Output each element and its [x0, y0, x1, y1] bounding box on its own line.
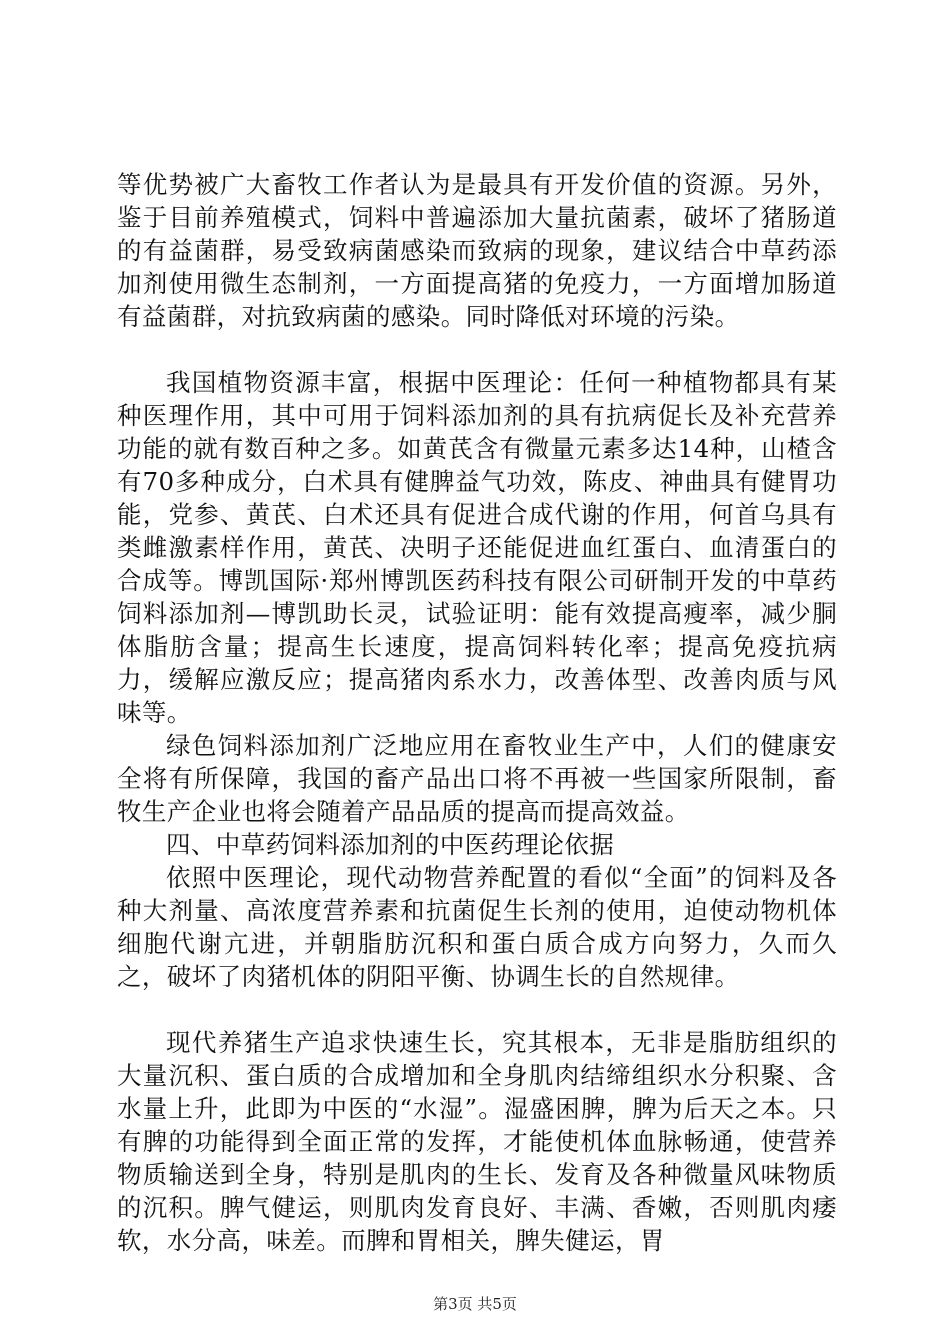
page-footer: 第3页 共5页	[433, 1295, 517, 1313]
paragraph-tcm-theory: 依照中医理论，现代动物营养配置的看似“全面”的饲料及各种大剂量、高浓度营养素和抗菌促生长剂的使用，迫使动物机体细胞代谢亢进，并朝脂肪沉积和蛋白质合成方向努力，久而久之，破坏了肉猪机体的阴阳平衡、协调生长的自然规律。	[117, 863, 837, 991]
paragraph-modern-pig-farming: 现代养猪生产追求快速生长，究其根本，无非是脂肪组织的大量沉积、蛋白质的合成增加和全身肌肉结缔组织水分积聚、含水量上升，此即为中医的“水湿”。湿盛困脾，脾为后天之本。只有脾的功能得到全面正常的发挥，才能使机体血脉畅通，使营养物质输送到全身，特别是肌肉的生长、发育及各种微量风味物质的沉积。脾气健运，则肌肉发育良好、丰满、香嫩，否则肌肉痿软，水分高，味差。而脾和胃相关，脾失健运，胃	[117, 1028, 837, 1255]
paragraph-continuation: 等优势被广大畜牧工作者认为是最具有开发价值的资源。另外，鉴于目前养殖模式，饲料中普遍添加大量抗菌素，破坏了猪肠道的有益菌群，易受致病菌感染而致病的现象，建议结合中草药添加剂使用微生态制剂，一方面提高猪的免疫力，一方面增加肠道有益菌群，对抗致病菌的感染。同时降低对环境的污染。	[117, 170, 837, 331]
section-heading: 四、中草药饲料添加剂的中医药理论依据	[166, 830, 615, 859]
paragraph-green-additives: 绿色饲料添加剂广泛地应用在畜牧业生产中，人们的健康安全将有所保障，我国的畜产品出口将不再被一些国家所限制，畜牧生产企业也将会随着产品品质的提高而提高效益。	[117, 731, 837, 826]
document-body	[117, 168, 837, 1257]
paragraph-plant-resources: 我国植物资源丰富，根据中医理论：任何一种植物都具有某种医理作用，其中可用于饲料添加剂的具有抗病促长及补充营养功能的就有数百种之多。如黄芪含有微量元素多达14种，山楂含有70多种成分，白术具有健脾益气功效，陈皮、神曲具有健胃功能，党参、黄芪、白术还具有促进合成代谢的作用，何首乌具有类雌激素样作用，黄芪、决明子还能促进血红蛋白、血清蛋白的合成等。博凯国际·郑州博凯医药科技有限公司研制开发的中草药饲料添加剂—博凯助长灵，试验证明：能有效提高瘦率，减少胴体脂肪含量；提高生长速度，提高饲料转化率；提高免疫抗病力，缓解应激反应；提高猪肉系水力，改善体型、改善肉质与风味等。	[117, 368, 837, 727]
